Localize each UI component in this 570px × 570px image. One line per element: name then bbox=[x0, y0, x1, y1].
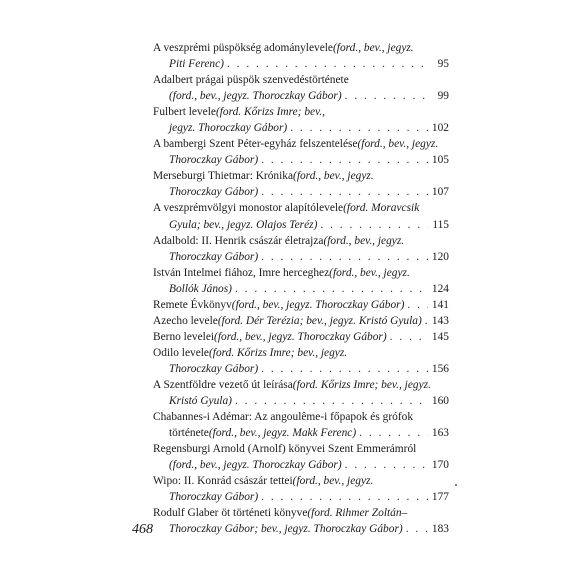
entry-title: Adalbold: II. Henrik császár életrajza bbox=[153, 234, 324, 247]
entry-credits: Bollók János) bbox=[169, 282, 232, 295]
entry-credits: (ford. Kőrizs Imre; bev., bbox=[215, 106, 325, 119]
entry-credits: (ford. Moravcsik bbox=[343, 202, 420, 215]
entry-page-number: 183 bbox=[431, 523, 449, 536]
toc-line bbox=[153, 249, 449, 265]
entry-credits: Thoroczkay Gábor) bbox=[169, 362, 259, 375]
dot-leader bbox=[290, 120, 428, 136]
entry-page-number: 163 bbox=[431, 427, 449, 440]
toc-entry bbox=[153, 136, 449, 168]
entry-credits: jegyz. Thoroczkay Gábor) bbox=[169, 122, 288, 135]
entry-credits: (ford. Rihmer Zoltán– bbox=[307, 507, 408, 520]
toc-entry bbox=[153, 329, 449, 345]
entry-page-number: 124 bbox=[431, 282, 449, 295]
toc-entry bbox=[153, 104, 449, 136]
toc-line bbox=[153, 168, 449, 184]
dot-leader bbox=[345, 457, 428, 473]
toc-entry bbox=[153, 265, 449, 297]
toc-line bbox=[153, 457, 449, 473]
entry-credits: Thoroczkay Gábor) bbox=[169, 154, 259, 167]
entry-credits: (ford., bev., jegyz. Thoroczkay Gábor) bbox=[169, 90, 342, 103]
dot-leader bbox=[261, 184, 428, 200]
entry-credits: Kristó Gyula) bbox=[169, 395, 232, 408]
entry-credits: (ford., bev., jegyz. Makk Ferenc) bbox=[208, 427, 357, 440]
dot-leader bbox=[235, 393, 428, 409]
entry-title: Wipo: II. Konrád császár tettei bbox=[153, 475, 293, 488]
toc-entry bbox=[153, 313, 449, 329]
toc-line bbox=[153, 40, 449, 56]
entry-credits: (ford. Kőrizs Imre; bev., jegyz. bbox=[292, 378, 431, 391]
toc-entry bbox=[153, 441, 449, 473]
entry-credits: (ford., bev., jegyz. bbox=[329, 266, 410, 279]
entry-title: A veszprémvölgyi monostor alapítólevele bbox=[153, 202, 344, 215]
dot-leader bbox=[359, 425, 428, 441]
toc-line bbox=[153, 200, 449, 216]
toc-line bbox=[153, 217, 449, 233]
entry-page-number: 156 bbox=[431, 362, 449, 375]
toc-line bbox=[153, 441, 449, 457]
entry-page-number: 99 bbox=[437, 90, 449, 103]
toc-entry bbox=[153, 40, 449, 72]
entry-credits: Thoroczkay Gábor) bbox=[169, 250, 259, 263]
toc-line bbox=[153, 409, 449, 425]
toc-entry bbox=[153, 297, 449, 313]
toc-line bbox=[153, 393, 449, 409]
entry-page-number: 105 bbox=[431, 154, 449, 167]
entry-credits: (ford., bev., jegyz. Thoroczkay Gábor) bbox=[169, 459, 342, 472]
entry-credits: (ford. Kőrizs Imre; bev., jegyz. bbox=[209, 346, 348, 359]
toc-line bbox=[153, 297, 449, 313]
toc-entry bbox=[153, 168, 449, 200]
entry-page-number: 115 bbox=[432, 218, 449, 231]
dot-leader bbox=[261, 249, 428, 265]
entry-page-number: 177 bbox=[431, 491, 449, 504]
entry-title: A Szentföldre vezető út leírása bbox=[153, 378, 293, 391]
dot-leader bbox=[227, 56, 428, 72]
entry-page-number: 95 bbox=[437, 58, 449, 71]
toc-line bbox=[153, 120, 449, 136]
dot-leader bbox=[345, 88, 428, 104]
toc-line bbox=[153, 345, 449, 361]
toc-line bbox=[153, 104, 449, 120]
toc-line bbox=[153, 233, 449, 249]
entry-title: története bbox=[169, 427, 209, 440]
toc-entry bbox=[153, 409, 449, 441]
entry-credits: (ford., bev., jegyz. Thoroczkay Gábor) bbox=[231, 298, 405, 311]
entry-title: A veszprémi püspökség adománylevele bbox=[153, 42, 333, 54]
entry-title: Merseburgi Thietmar: Krónika bbox=[153, 170, 294, 183]
toc-line bbox=[153, 184, 449, 200]
toc-entry bbox=[153, 377, 449, 409]
entry-credits: (ford., bev., jegyz. bbox=[293, 170, 374, 183]
toc-line bbox=[153, 329, 449, 345]
entry-credits: (ford., bev., jegyz. bbox=[357, 138, 439, 151]
entry-page-number: 160 bbox=[431, 395, 449, 408]
entry-title: A bambergi Szent Péter-egyház felszentelése bbox=[153, 138, 358, 151]
entry-title: Odilo levele bbox=[153, 346, 209, 359]
toc-line bbox=[153, 489, 449, 505]
entry-credits: Piti Ferenc) bbox=[169, 58, 224, 71]
entry-title: Fulbert levele bbox=[153, 106, 216, 119]
toc-line bbox=[153, 88, 449, 104]
entry-page-number: 120 bbox=[431, 250, 449, 263]
entry-credits: Thoroczkay Gábor; bev., jegyz. Thoroczkay Gábor) bbox=[169, 523, 403, 536]
toc-line bbox=[153, 313, 449, 329]
entry-title: Remete Évkönyv bbox=[153, 298, 232, 311]
entry-title: Azecho levele bbox=[153, 314, 218, 327]
toc-entry bbox=[153, 505, 449, 537]
entry-credits: (ford., bev., jegyz. bbox=[333, 42, 414, 54]
toc-line bbox=[153, 361, 449, 377]
toc-entry bbox=[153, 200, 449, 232]
toc-line bbox=[153, 425, 449, 441]
entry-page-number: 143 bbox=[431, 314, 449, 327]
toc-line bbox=[153, 72, 449, 88]
toc-line bbox=[153, 265, 449, 281]
entry-page-number: 145 bbox=[431, 330, 449, 343]
entry-title: Regensburgi Arnold (Arnolf) könyvei Szent Emmerámról bbox=[153, 443, 417, 456]
toc-line bbox=[153, 281, 449, 297]
entry-title: Chabannes-i Adémar: Az angoulême-i főpapok és grófok bbox=[153, 411, 414, 424]
dot-leader bbox=[235, 281, 428, 297]
entry-credits: Gyula; bev., jegyz. Olajos Teréz) bbox=[169, 218, 318, 231]
toc-entry bbox=[153, 345, 449, 377]
toc-line bbox=[153, 521, 449, 537]
entry-credits: (ford., bev., jegyz. bbox=[323, 234, 405, 247]
entry-page-number: 107 bbox=[431, 186, 449, 199]
toc-entry bbox=[153, 72, 449, 104]
entry-title: Adalbert prágai püspök szenvedéstörténete bbox=[153, 74, 349, 87]
dot-leader bbox=[425, 313, 428, 329]
toc-line bbox=[153, 56, 449, 72]
dot-leader bbox=[406, 521, 428, 537]
entry-credits: (ford. Dér Terézia; bev., jegyz. Kristó Gyula) bbox=[217, 314, 422, 327]
entry-title: Berno levelei bbox=[153, 330, 215, 343]
paper-speck bbox=[455, 484, 457, 486]
toc-line bbox=[153, 136, 449, 152]
entry-page-number: 170 bbox=[431, 459, 449, 472]
entry-credits: Thoroczkay Gábor) bbox=[169, 186, 259, 199]
page-number: 468 bbox=[132, 522, 153, 537]
entry-credits: (ford., bev., jegyz. Thoroczkay Gábor) bbox=[214, 330, 387, 343]
dot-leader bbox=[320, 217, 428, 233]
toc-entry bbox=[153, 473, 449, 505]
table-of-contents bbox=[153, 40, 449, 537]
entry-credits: (ford., bev., jegyz. bbox=[292, 475, 374, 488]
entry-page-number: 141 bbox=[431, 298, 449, 311]
dot-leader bbox=[390, 329, 428, 345]
toc-line bbox=[153, 377, 449, 393]
toc-entry bbox=[153, 233, 449, 265]
entry-title: Rodulf Glaber öt történeti könyve bbox=[153, 507, 308, 520]
dot-leader bbox=[407, 297, 428, 313]
dot-leader bbox=[261, 361, 428, 377]
dot-leader bbox=[261, 152, 428, 168]
entry-page-number: 102 bbox=[431, 122, 449, 135]
toc-line bbox=[153, 473, 449, 489]
entry-title: István Intelmei fiához, Imre herceghez bbox=[153, 266, 330, 279]
toc-line bbox=[153, 152, 449, 168]
entry-credits: Thoroczkay Gábor) bbox=[169, 491, 259, 504]
dot-leader bbox=[261, 489, 428, 505]
toc-line bbox=[153, 505, 449, 521]
